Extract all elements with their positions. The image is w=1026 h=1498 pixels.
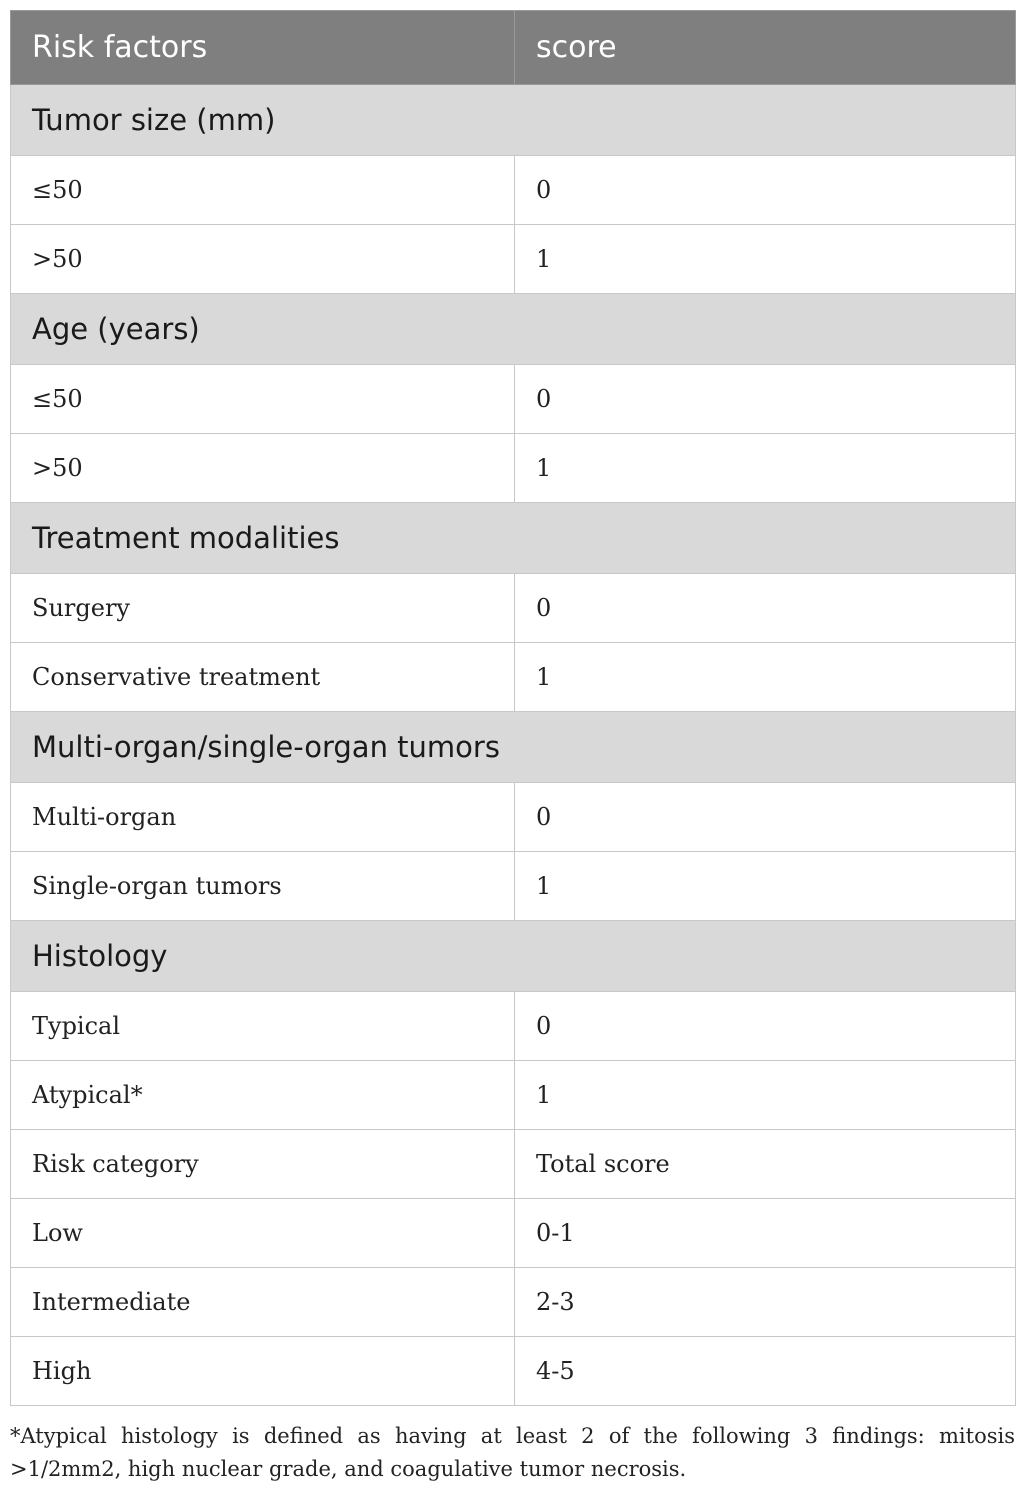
- factor-cell: Low: [11, 1199, 515, 1268]
- factor-cell: Multi-organ: [11, 783, 515, 852]
- score-cell: 1: [515, 434, 1016, 503]
- table-row: [11, 1130, 1016, 1199]
- score-cell: 1: [515, 852, 1016, 921]
- score-cell: 4-5: [515, 1337, 1016, 1406]
- table-row: [11, 574, 1016, 643]
- table-row: [11, 1337, 1016, 1406]
- score-cell: 1: [515, 225, 1016, 294]
- factor-cell: High: [11, 1337, 515, 1406]
- factor-cell: Typical: [11, 992, 515, 1061]
- section-title: Treatment modalities: [11, 503, 1016, 574]
- table-row: [11, 1268, 1016, 1337]
- factor-cell: Single-organ tumors: [11, 852, 515, 921]
- table-row: [11, 365, 1016, 434]
- table-header-row: [11, 11, 1016, 85]
- score-cell: 0: [515, 783, 1016, 852]
- table-row: [11, 434, 1016, 503]
- score-cell: 0: [515, 574, 1016, 643]
- factor-cell: ≤50: [11, 365, 515, 434]
- section-title: Histology: [11, 921, 1016, 992]
- table-row: [11, 992, 1016, 1061]
- section-title: Multi-organ/single-organ tumors: [11, 712, 1016, 783]
- factor-cell: Risk category: [11, 1130, 515, 1199]
- score-cell: 0: [515, 992, 1016, 1061]
- section-row: [11, 921, 1016, 992]
- table-row: [11, 1199, 1016, 1268]
- table-row: [11, 156, 1016, 225]
- section-title: Tumor size (mm): [11, 85, 1016, 156]
- section-row: [11, 294, 1016, 365]
- section-row: [11, 503, 1016, 574]
- score-cell: 0-1: [515, 1199, 1016, 1268]
- header-score: score: [515, 11, 1016, 85]
- factor-cell: Surgery: [11, 574, 515, 643]
- factor-cell: Intermediate: [11, 1268, 515, 1337]
- score-cell: 1: [515, 1061, 1016, 1130]
- table-row: [11, 1061, 1016, 1130]
- table-row: [11, 852, 1016, 921]
- table-row: [11, 783, 1016, 852]
- score-cell: Total score: [515, 1130, 1016, 1199]
- section-row: [11, 712, 1016, 783]
- factor-cell: Conservative treatment: [11, 643, 515, 712]
- table-footnote: *Atypical histology is defined as having at least 2 of the following 3 findings: mitosis >1/2mm2, high nuclear grade, and coagulative tumor necrosis.: [10, 1424, 1015, 1481]
- risk-score-table-container: [10, 10, 1015, 1406]
- factor-cell: ≤50: [11, 156, 515, 225]
- header-risk-factors: Risk factors: [11, 11, 515, 85]
- factor-cell: Atypical*: [11, 1061, 515, 1130]
- section-title: Age (years): [11, 294, 1016, 365]
- score-cell: 1: [515, 643, 1016, 712]
- risk-score-table: [10, 10, 1016, 1406]
- factor-cell: >50: [11, 225, 515, 294]
- table-row: [11, 225, 1016, 294]
- score-cell: 0: [515, 156, 1016, 225]
- factor-cell: >50: [11, 434, 515, 503]
- score-cell: 0: [515, 365, 1016, 434]
- section-row: [11, 85, 1016, 156]
- score-cell: 2-3: [515, 1268, 1016, 1337]
- table-row: [11, 643, 1016, 712]
